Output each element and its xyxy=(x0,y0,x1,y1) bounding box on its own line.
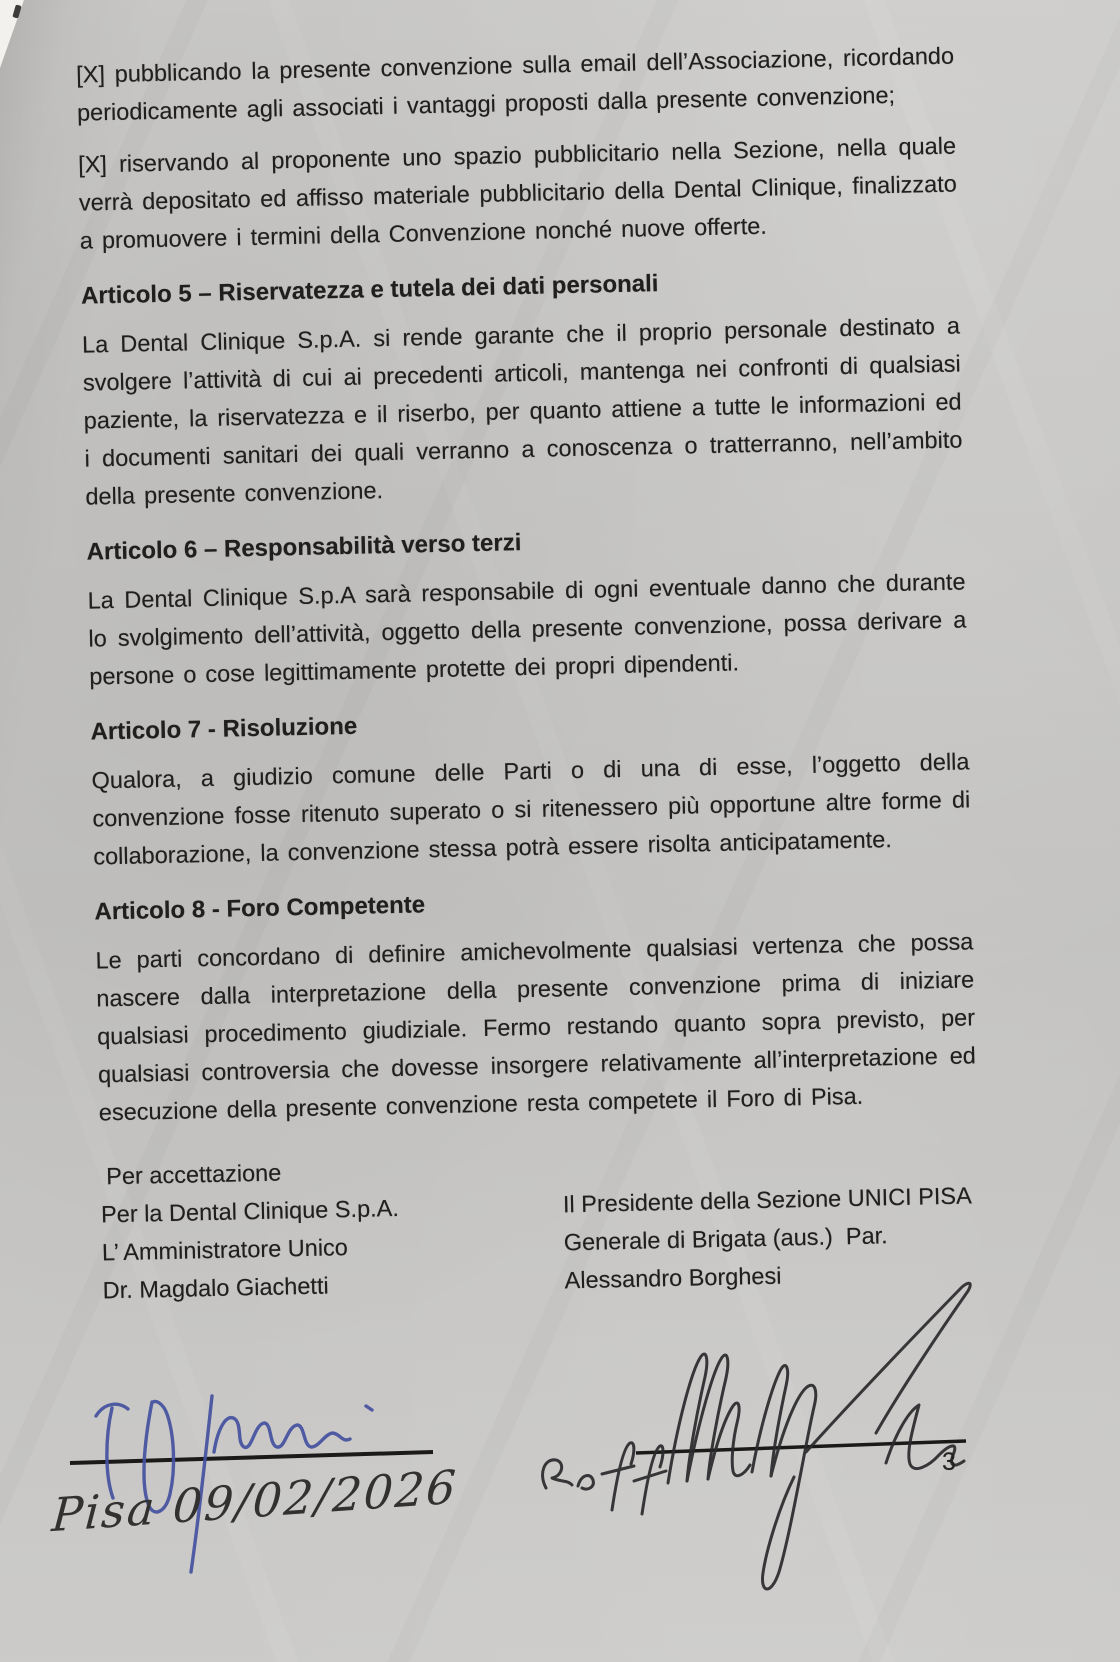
right-signature-scribble xyxy=(543,1283,971,1589)
left-party-block xyxy=(101,1186,537,1309)
signature-block xyxy=(101,1176,981,1309)
left-party-title: L’ Amministratore Unico xyxy=(101,1234,349,1266)
article-5-heading: Articolo 5 – Riservatezza e tutela dei dati personali xyxy=(80,270,659,310)
left-signature-line xyxy=(70,1452,433,1463)
page-number: 3 xyxy=(942,1448,956,1476)
clause-riservando: [X] riservando al proponente uno spazio pubblicitario nella Sezione, nella quale verrà depositato ed affisso materiale pubblicitario della Dental Clinique, finalizzato a promuovere i termini della Convenzione nonché nuove offerte. xyxy=(77,132,958,254)
clause-pubblicando: [X] pubblicando la presente convenzione sulla email dell’Associazione, ricordando periodicamente agli associati i vantaggi proposti dalla presente convenzione; xyxy=(75,42,955,126)
right-party-title: Generale di Brigata (aus.) Par. xyxy=(563,1222,888,1256)
right-party-block xyxy=(545,1176,981,1299)
article-5-body: La Dental Clinique S.p.A. si rende garante che il proprio personale destinato a svolgere l’attività di cui ai precedenti articoli, mantenga nei confronti di qualsiasi paziente, la riservatezza e il riserbo, per quanto attiene a tutte le informazioni ed i documenti sanitari dei quali verranno a conoscenza o tratterranno, nell’ambito della presente convenzione. xyxy=(81,312,963,510)
article-7-body: Qualora, a giudizio comune delle Parti o di una di esse, l’oggetto della convenzione fosse ritenuto superato o si ritenessero più opportune altre forme di collaborazione, la convenzione stessa potrà essere risolta anticipatamente. xyxy=(91,748,971,870)
article-8-body: Le parti concordano di definire amichevolmente qualsiasi vertenza che possa nascere dalla interpretazione della presente convenzione prima di iniziare qualsiasi procedimento giudiziale. Fermo restando quanto sopra previsto, per qualsiasi controversia che dovesse insorgere relativamente all’interpretazione ed esecuzione della presente convenzione resta competete il Foro di Pisa. xyxy=(95,928,977,1126)
right-party-name: Alessandro Borghesi xyxy=(564,1262,782,1294)
right-party-role: Il Presidente della Sezione UNICI PISA xyxy=(562,1182,972,1218)
article-6-heading: Articolo 6 – Responsabilità verso terzi xyxy=(86,529,522,566)
article-8-heading: Articolo 8 - Foro Competente xyxy=(94,891,426,926)
article-7-heading: Articolo 7 - Risoluzione xyxy=(90,712,358,746)
left-party-name: Dr. Magdalo Giachetti xyxy=(102,1272,329,1304)
right-signature-line xyxy=(636,1441,966,1453)
left-party-role: Per la Dental Clinique S.p.A. xyxy=(100,1194,400,1228)
handwritten-place-date: Pisa 09/02/2026 xyxy=(50,1459,460,1543)
acceptance-label: Per accettazione xyxy=(105,1159,282,1190)
article-6-body: La Dental Clinique S.p.A sarà responsabile di ogni eventuale danno che durante lo svolgimento dell’attività, oggetto della presente convenzione, possa derivare a persone o cose legittimamente protette dei propri dipendenti. xyxy=(87,568,967,690)
document-text-column xyxy=(76,37,981,1310)
